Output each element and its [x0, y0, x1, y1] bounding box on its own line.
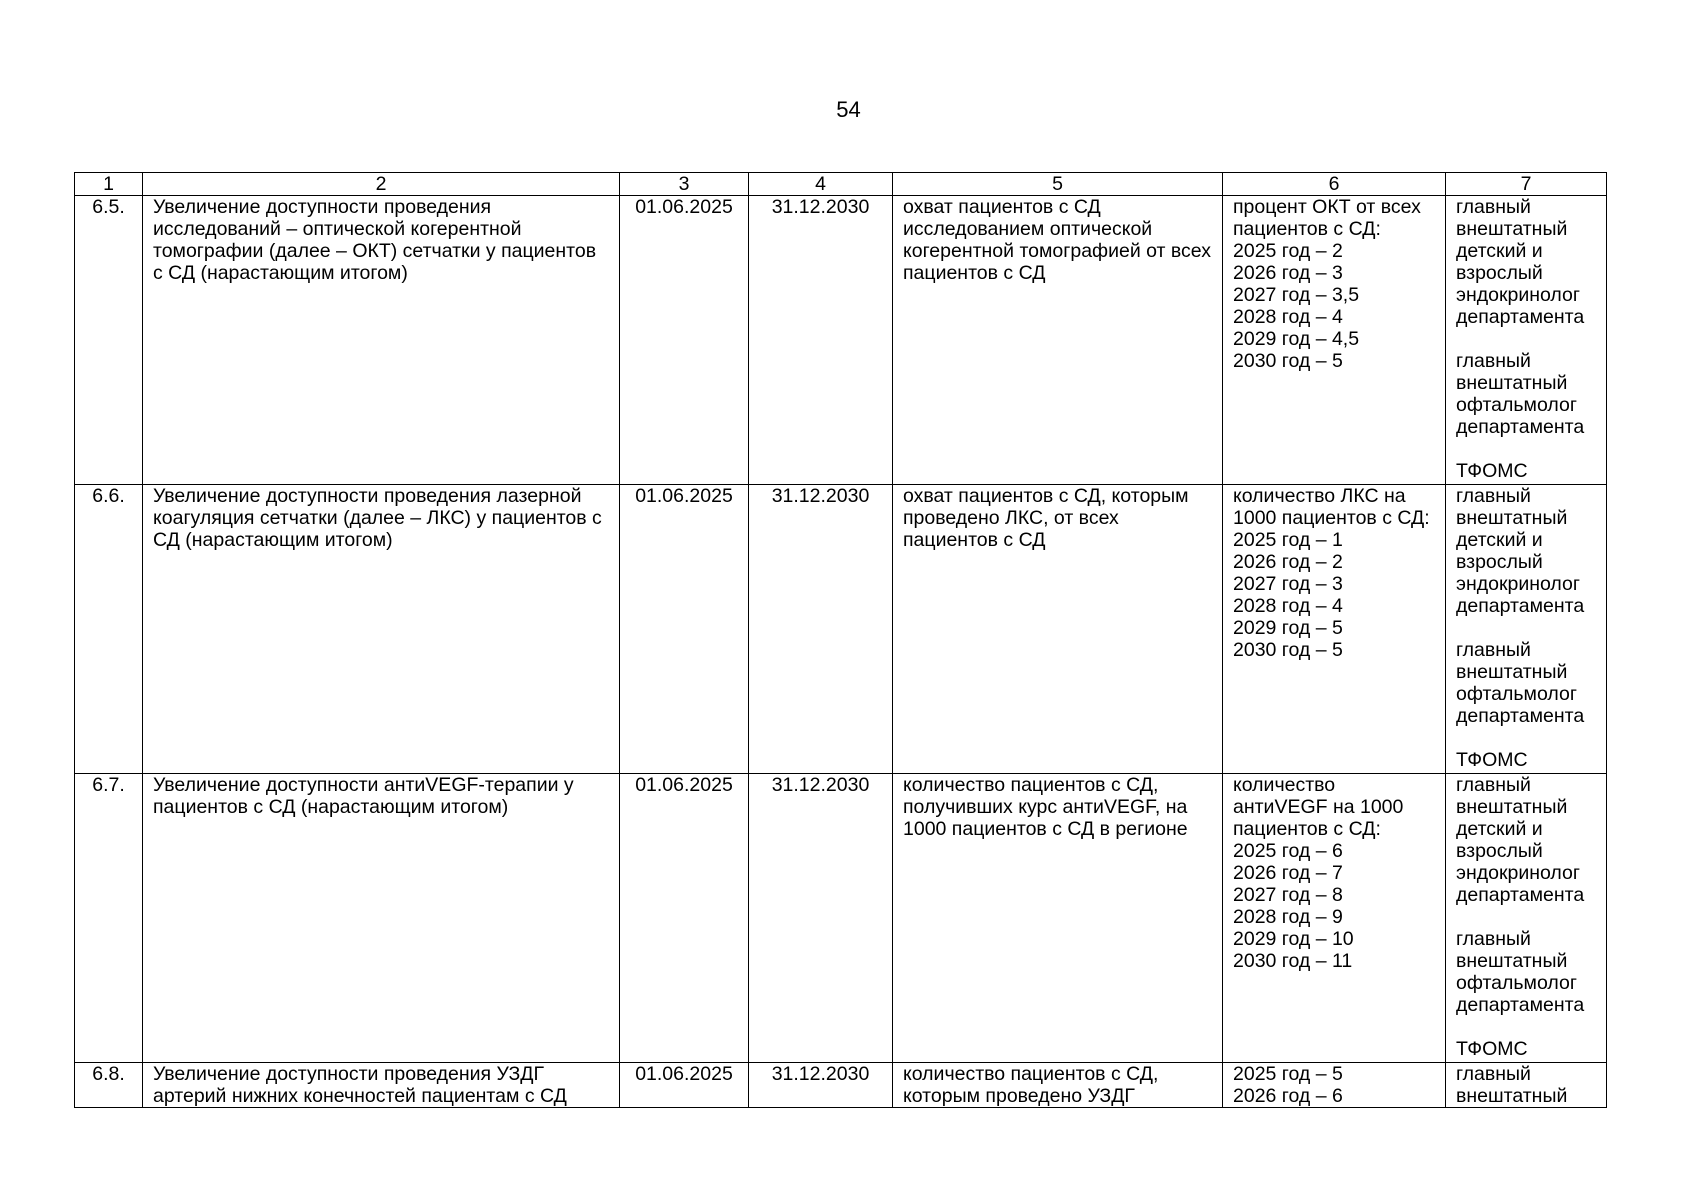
indicator-cell: охват пациентов с СД исследованием оптической когерентной томографией от всех пациентов с СД [893, 196, 1223, 485]
table-row [75, 196, 1607, 485]
row-number: 6.7. [75, 774, 143, 1063]
activity-cell: Увеличение доступности проведения УЗДГ артерий нижних конечностей пациентам с СД [143, 1063, 620, 1108]
header-cell: 2 [143, 173, 620, 196]
responsible-cell: главный внештатный [1446, 1063, 1607, 1108]
indicator-cell: количество пациентов с СД, получивших курс антиVEGF, на 1000 пациентов с СД в регионе [893, 774, 1223, 1063]
activity-cell: Увеличение доступности антиVEGF-терапии у пациентов с СД (нарастающим итогом) [143, 774, 620, 1063]
page-number: 54 [836, 97, 861, 122]
row-number: 6.8. [75, 1063, 143, 1108]
activities-table [74, 172, 1607, 1108]
header-cell: 4 [749, 173, 893, 196]
table-row [75, 485, 1607, 774]
header-cell: 6 [1223, 173, 1446, 196]
end-date-cell: 31.12.2030 [749, 1063, 893, 1108]
row-number: 6.5. [75, 196, 143, 485]
values-cell: процент ОКТ от всех пациентов с СД: 2025 год – 2 2026 год – 3 2027 год – 3,5 2028 год – 4 2029 год – 4,5 2030 год – 5 [1223, 196, 1446, 485]
responsible-cell: главный внештатный детский и взрослый эндокринолог департамента главный внештатный офтальмолог департамента ТФОМС [1446, 196, 1607, 485]
end-date-cell: 31.12.2030 [749, 485, 893, 774]
header-cell: 3 [620, 173, 749, 196]
end-date-cell: 31.12.2030 [749, 196, 893, 485]
header-cell: 1 [75, 173, 143, 196]
responsible-cell: главный внештатный детский и взрослый эндокринолог департамента главный внештатный офтальмолог департамента ТФОМС [1446, 774, 1607, 1063]
values-cell: количество ЛКС на 1000 пациентов с СД: 2025 год – 1 2026 год – 2 2027 год – 3 2028 год – 4 2029 год – 5 2030 год – 5 [1223, 485, 1446, 774]
indicator-cell: охват пациентов с СД, которым проведено ЛКС, от всех пациентов с СД [893, 485, 1223, 774]
table-row [75, 774, 1607, 1063]
row-number: 6.6. [75, 485, 143, 774]
activity-cell: Увеличение доступности проведения исследований – оптической когерентной томографии (далее – ОКТ) сетчатки у пациентов с СД (нарастающим итогом) [143, 196, 620, 485]
header-cell: 5 [893, 173, 1223, 196]
start-date-cell: 01.06.2025 [620, 196, 749, 485]
responsible-cell: главный внештатный детский и взрослый эндокринолог департамента главный внештатный офтальмолог департамента ТФОМС [1446, 485, 1607, 774]
start-date-cell: 01.06.2025 [620, 485, 749, 774]
end-date-cell: 31.12.2030 [749, 774, 893, 1063]
header-cell: 7 [1446, 173, 1607, 196]
activity-cell: Увеличение доступности проведения лазерной коагуляция сетчатки (далее – ЛКС) у пациентов с СД (нарастающим итогом) [143, 485, 620, 774]
indicator-cell: количество пациентов с СД, которым проведено УЗДГ [893, 1063, 1223, 1108]
table-row [75, 1063, 1607, 1108]
header-row [75, 173, 1607, 196]
values-cell: количество антиVEGF на 1000 пациентов с СД: 2025 год – 6 2026 год – 7 2027 год – 8 2028 год – 9 2029 год – 10 2030 год – 11 [1223, 774, 1446, 1063]
start-date-cell: 01.06.2025 [620, 1063, 749, 1108]
start-date-cell: 01.06.2025 [620, 774, 749, 1063]
values-cell: 2025 год – 5 2026 год – 6 [1223, 1063, 1446, 1108]
